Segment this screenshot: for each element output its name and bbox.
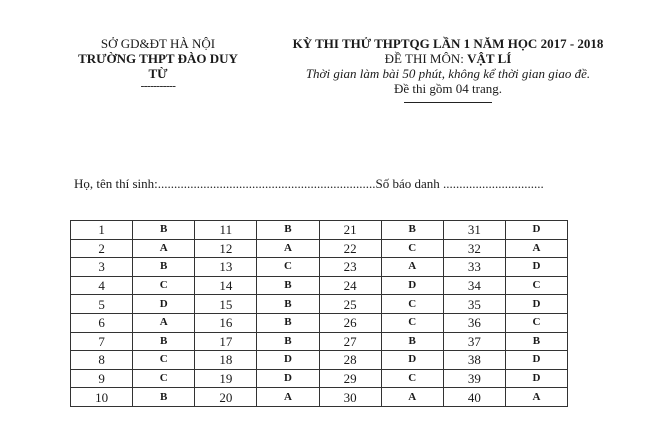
- answer-cell: D: [381, 276, 443, 295]
- table-row: [71, 313, 568, 332]
- question-number-cell: 22: [319, 239, 381, 258]
- answer-cell: D: [505, 369, 567, 388]
- answer-cell: B: [133, 388, 195, 407]
- question-number-cell: 25: [319, 295, 381, 314]
- table-row: [71, 221, 568, 240]
- answer-cell: D: [257, 351, 319, 370]
- question-number-cell: 31: [443, 221, 505, 240]
- question-number-cell: 33: [443, 258, 505, 277]
- question-number-cell: 8: [71, 351, 133, 370]
- question-number-cell: 30: [319, 388, 381, 407]
- answer-cell: A: [505, 239, 567, 258]
- question-number-cell: 36: [443, 313, 505, 332]
- answer-cell: B: [381, 221, 443, 240]
- table-row: [71, 332, 568, 351]
- question-number-cell: 19: [195, 369, 257, 388]
- answer-cell: C: [381, 313, 443, 332]
- answer-cell: B: [381, 332, 443, 351]
- answer-cell: C: [257, 258, 319, 277]
- question-number-cell: 27: [319, 332, 381, 351]
- question-number-cell: 2: [71, 239, 133, 258]
- table-row: [71, 369, 568, 388]
- candidate-info-line: Họ, tên thí sinh:...................................................................Số báo danh ...............................: [74, 176, 544, 191]
- question-number-cell: 15: [195, 295, 257, 314]
- exam-header: [276, 36, 620, 103]
- answer-cell: C: [381, 295, 443, 314]
- answer-cell: D: [505, 221, 567, 240]
- question-number-cell: 10: [71, 388, 133, 407]
- answer-cell: B: [133, 332, 195, 351]
- answer-cell: B: [133, 221, 195, 240]
- answer-cell: B: [505, 332, 567, 351]
- answer-cell: C: [133, 276, 195, 295]
- question-number-cell: 26: [319, 313, 381, 332]
- subject-prefix: ĐỀ THI MÔN:: [384, 51, 468, 66]
- question-number-cell: 21: [319, 221, 381, 240]
- question-number-cell: 12: [195, 239, 257, 258]
- answer-cell: B: [257, 221, 319, 240]
- question-number-cell: 40: [443, 388, 505, 407]
- answer-cell: B: [133, 258, 195, 277]
- answer-cell: D: [505, 258, 567, 277]
- answer-cell: D: [381, 351, 443, 370]
- answer-cell: C: [133, 351, 195, 370]
- answer-cell: B: [257, 313, 319, 332]
- school-name: TRƯỜNG THPT ĐÀO DUY TỪ: [78, 51, 238, 81]
- answer-cell: A: [257, 388, 319, 407]
- header-rule: [404, 102, 492, 103]
- answer-cell: A: [257, 239, 319, 258]
- table-row: [71, 295, 568, 314]
- department-name: SỞ GD&ĐT HÀ NỘI: [100, 36, 216, 51]
- answer-cell: A: [133, 239, 195, 258]
- table-row: [71, 239, 568, 258]
- question-number-cell: 5: [71, 295, 133, 314]
- answer-cell: C: [381, 239, 443, 258]
- school-header: [70, 36, 246, 91]
- question-number-cell: 37: [443, 332, 505, 351]
- answer-cell: A: [505, 388, 567, 407]
- question-number-cell: 3: [71, 258, 133, 277]
- question-number-cell: 13: [195, 258, 257, 277]
- table-row: [71, 351, 568, 370]
- question-number-cell: 35: [443, 295, 505, 314]
- answer-cell: C: [133, 369, 195, 388]
- answer-key-table: [70, 220, 568, 407]
- question-number-cell: 38: [443, 351, 505, 370]
- question-number-cell: 1: [71, 221, 133, 240]
- answer-cell: A: [133, 313, 195, 332]
- question-number-cell: 18: [195, 351, 257, 370]
- answer-cell: C: [505, 276, 567, 295]
- question-number-cell: 7: [71, 332, 133, 351]
- question-number-cell: 20: [195, 388, 257, 407]
- question-number-cell: 9: [71, 369, 133, 388]
- header-separator: -----------: [140, 80, 176, 92]
- table-row: [71, 388, 568, 407]
- answer-cell: C: [505, 313, 567, 332]
- question-number-cell: 6: [71, 313, 133, 332]
- answer-cell: C: [381, 369, 443, 388]
- question-number-cell: 14: [195, 276, 257, 295]
- table-row: [71, 276, 568, 295]
- exam-title: KỲ THI THỬ THPTQG LẦN 1 NĂM HỌC 2017 - 2018: [292, 36, 604, 51]
- time-note: Thời gian làm bài 50 phút, không kể thời gian giao đề.: [305, 66, 591, 81]
- answer-cell: D: [133, 295, 195, 314]
- question-number-cell: 4: [71, 276, 133, 295]
- question-number-cell: 23: [319, 258, 381, 277]
- answer-cell: D: [257, 369, 319, 388]
- question-number-cell: 17: [195, 332, 257, 351]
- exam-subject: [276, 51, 620, 66]
- page-count: Đề thi gồm 04 trang.: [394, 81, 502, 96]
- table-row: [71, 258, 568, 277]
- answer-cell: A: [381, 258, 443, 277]
- answer-cell: B: [257, 332, 319, 351]
- question-number-cell: 16: [195, 313, 257, 332]
- question-number-cell: 32: [443, 239, 505, 258]
- answer-cell: B: [257, 276, 319, 295]
- answer-cell: D: [505, 351, 567, 370]
- question-number-cell: 24: [319, 276, 381, 295]
- answer-cell: A: [381, 388, 443, 407]
- answer-cell: B: [257, 295, 319, 314]
- question-number-cell: 34: [443, 276, 505, 295]
- subject-name: VẬT LÍ: [467, 51, 512, 66]
- question-number-cell: 29: [319, 369, 381, 388]
- question-number-cell: 11: [195, 221, 257, 240]
- answer-cell: D: [505, 295, 567, 314]
- question-number-cell: 28: [319, 351, 381, 370]
- question-number-cell: 39: [443, 369, 505, 388]
